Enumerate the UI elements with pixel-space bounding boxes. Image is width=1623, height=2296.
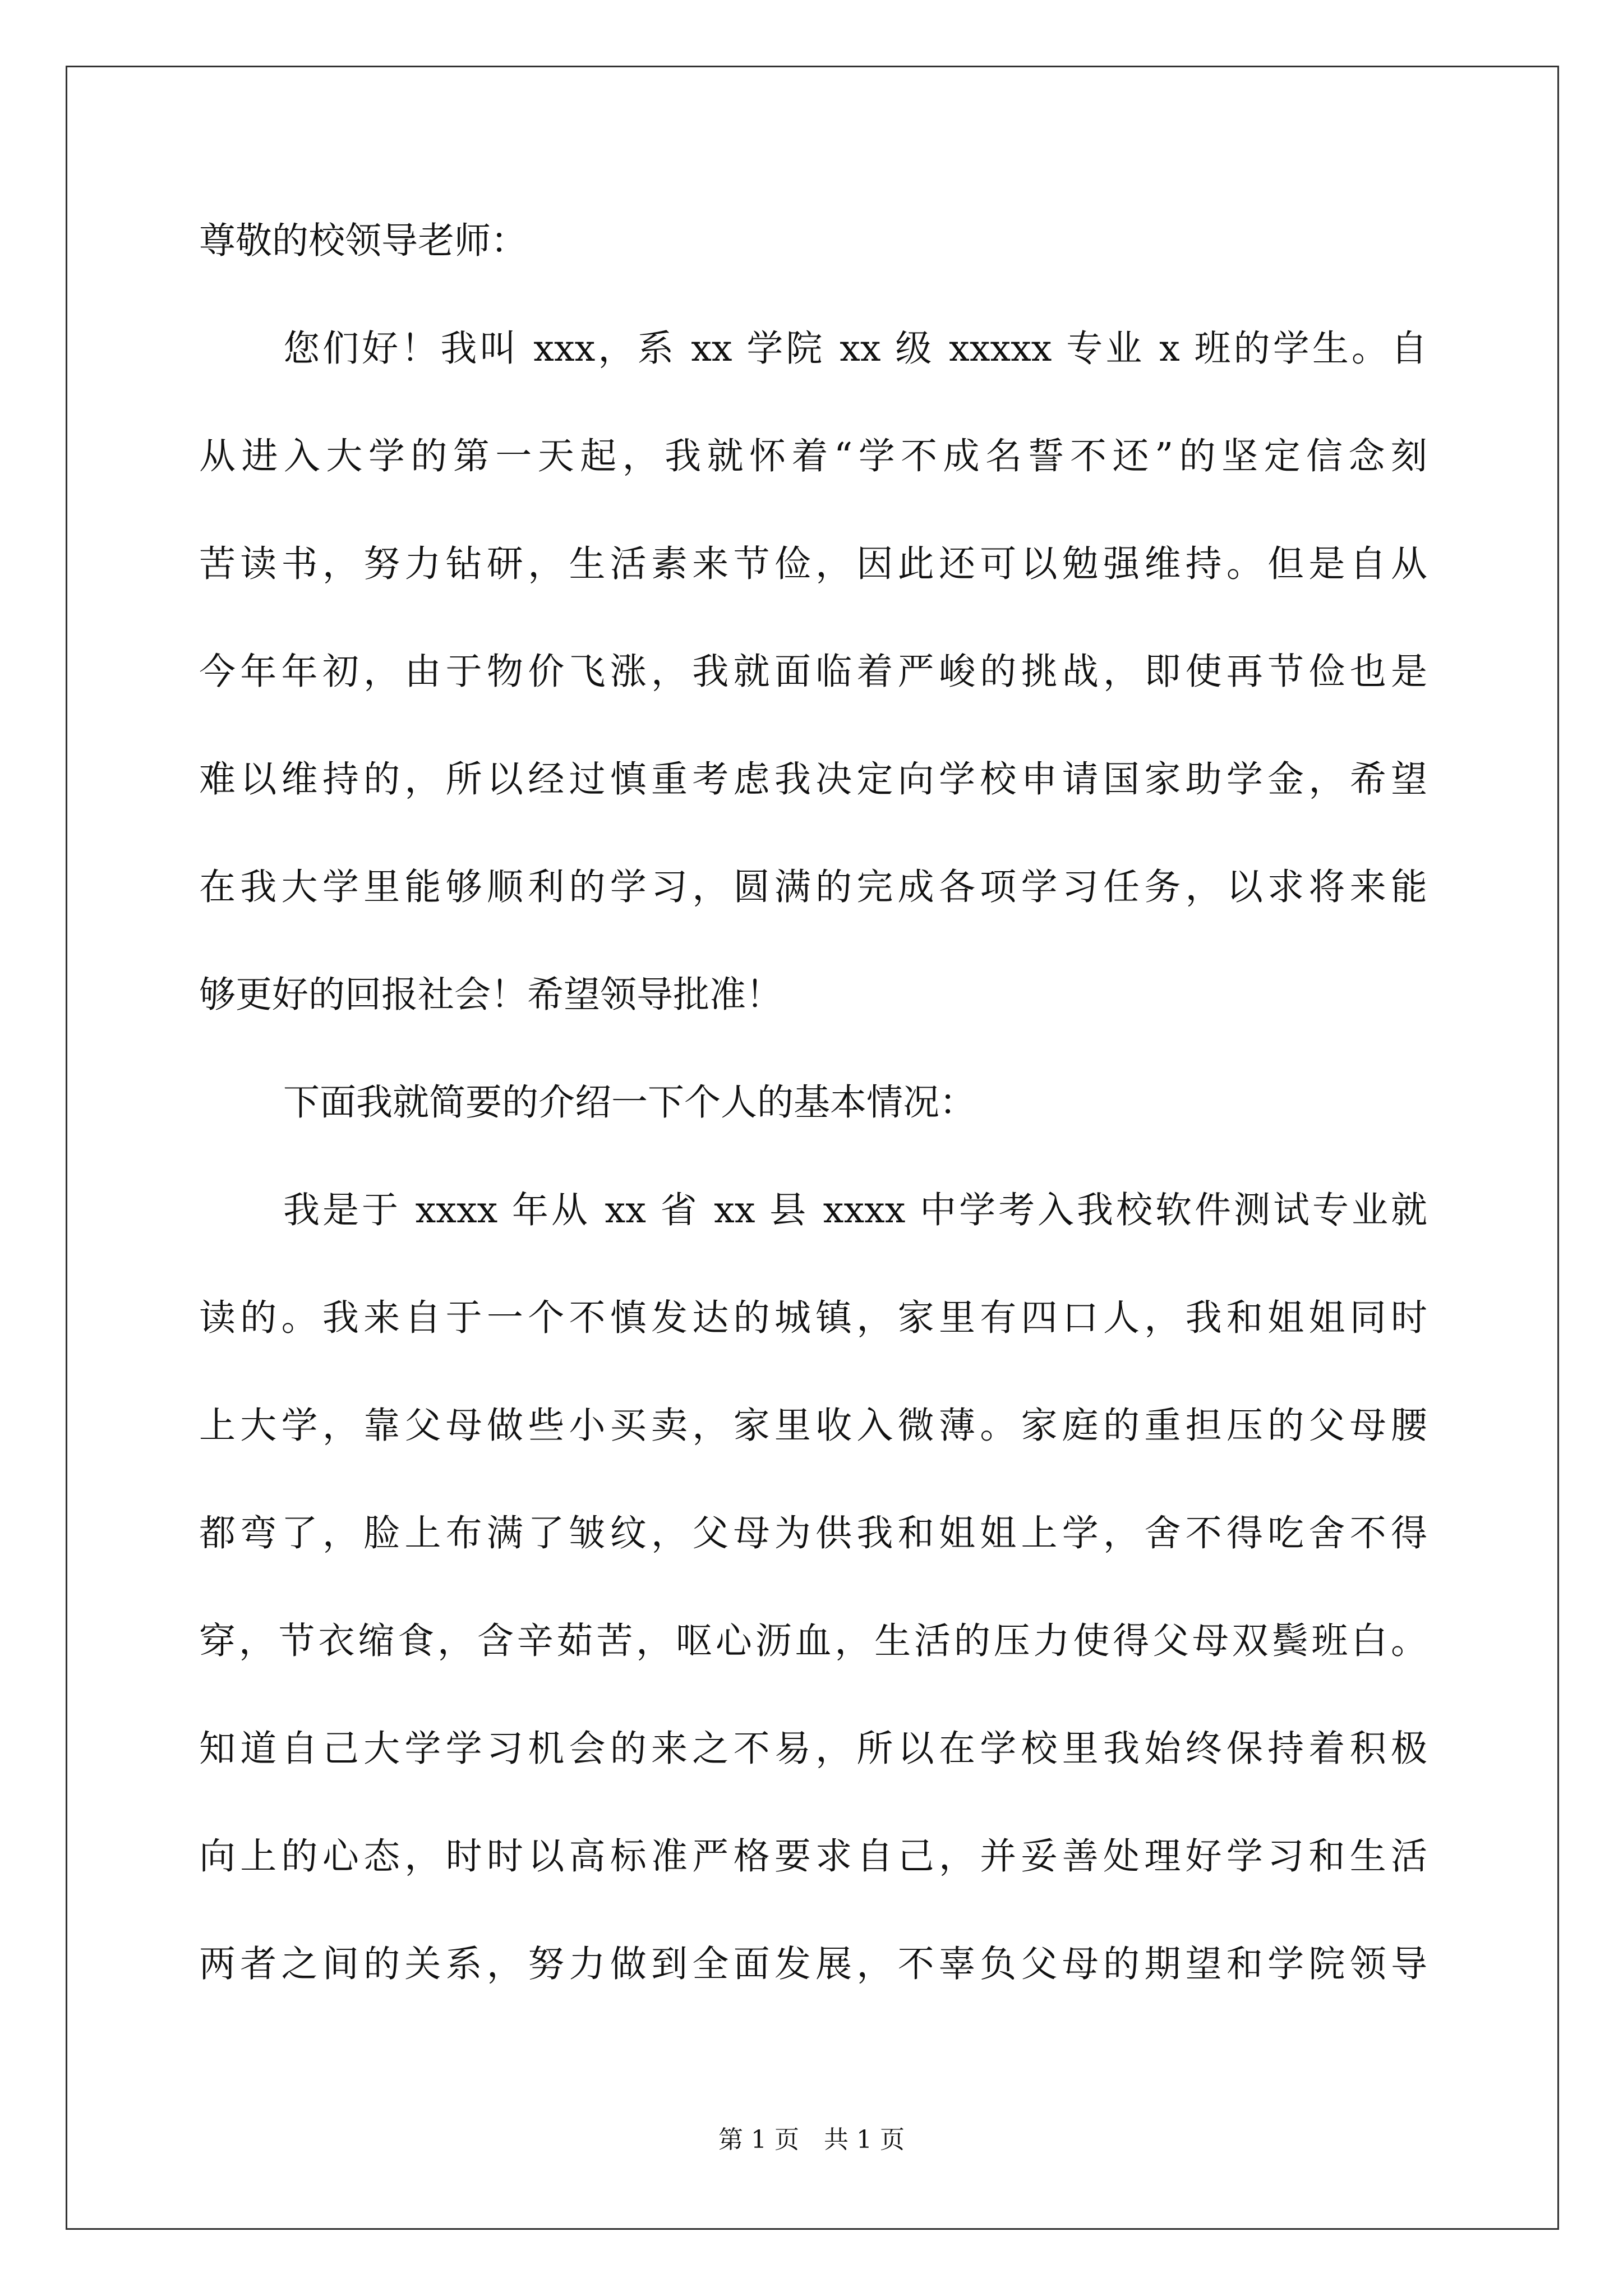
- text-line: 从进入大学的第一天起，我就怀着“学不成名誓不还”的坚定信念刻: [199, 435, 1427, 477]
- text-line: 两者之间的关系，努力做到全面发展，不辜负父母的期望和学院领导: [199, 1943, 1427, 1985]
- text-line: 难以维持的，所以经过慎重考虑我决定向学校申请国家助学金，希望: [199, 758, 1427, 800]
- text-line: 在我大学里能够顺利的学习，圆满的完成各项学习任务，以求将来能: [199, 866, 1427, 908]
- text-line: 今年年初，由于物价飞涨，我就面临着严峻的挑战，即使再节俭也是: [199, 651, 1427, 693]
- text-line: 下面我就简要的介绍一下个人的基本情况：: [283, 1082, 976, 1124]
- text-line: 我是于 xxxx 年从 xx 省 xx 县 xxxx 中学考入我校软件测试专业就: [283, 1189, 1427, 1231]
- page-footer: 第 1 页 共 1 页: [718, 2125, 905, 2154]
- text-line: 都弯了，脸上布满了皱纹，父母为供我和姐姐上学，舍不得吃舍不得: [199, 1512, 1427, 1554]
- text-line: 够更好的回报社会！希望领导批准！: [199, 974, 783, 1016]
- text-line: 知道自己大学学习机会的来之不易，所以在学校里我始终保持着积极: [199, 1728, 1427, 1770]
- document-body: [199, 213, 1427, 2044]
- text-line: 穿，节衣缩食，含辛茹苦，呕心沥血，生活的压力使得父母双鬓班白。: [199, 1620, 1427, 1662]
- text-line: 上大学，靠父母做些小买卖，家里收入微薄。家庭的重担压的父母腰: [199, 1405, 1427, 1447]
- text-line: 苦读书，努力钻研，生活素来节俭，因此还可以勉强维持。但是自从: [199, 543, 1427, 585]
- text-line: 尊敬的校领导老师：: [199, 220, 528, 262]
- text-line: 您们好！我叫 xxx，系 xx 学院 xx 级 xxxxx 专业 x 班的学生。自: [283, 328, 1427, 370]
- text-line: 向上的心态，时时以高标准严格要求自己，并妥善处理好学习和生活: [199, 1835, 1427, 1878]
- text-line: 读的。我来自于一个不慎发达的城镇，家里有四口人，我和姐姐同时: [199, 1297, 1427, 1339]
